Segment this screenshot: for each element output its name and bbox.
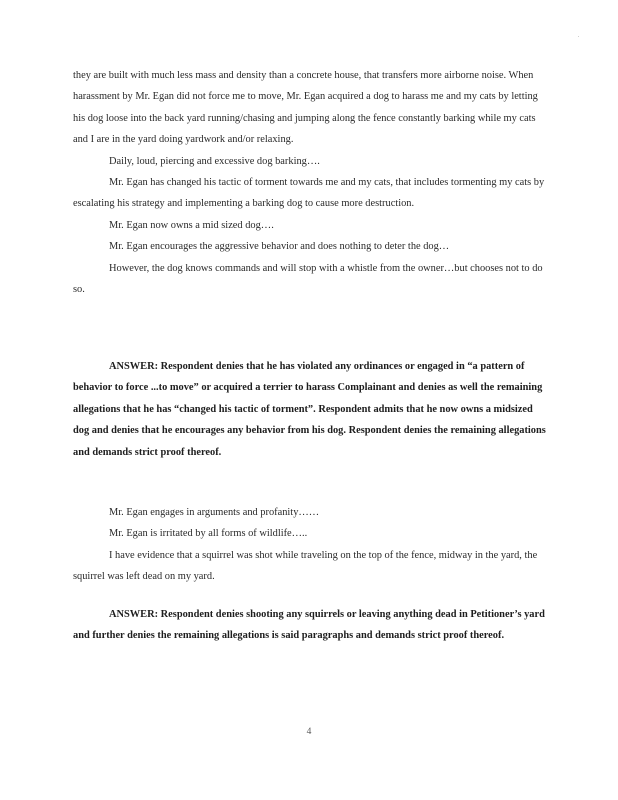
answer-paragraph-2: ANSWER: Respondent denies shooting any squirrels or leaving anything dead in Petitioner’s yard and further denies the remaining allegations is said paragraphs and demands strict proof thereof. [73,609,545,642]
answer-section-1 [73,356,551,463]
scan-mark [578,36,579,37]
paragraph-continuation: they are built with much less mass and density than a concrete house, that transfers more airborne noise. When harassment by Mr. Egan did not force me to move, Mr. Egan acquired a dog to harass me and my cats by letting his dog loose into the back yard running/chasing and jumping along the fence constantly barking while my cats and I are in the yard doing yardwork and/or relaxing. [73,70,538,146]
paragraph-commands: However, the dog knows commands and will stop with a whistle from the owner…but chooses not to do so. [73,262,543,296]
page-number: 4 [306,727,312,737]
answer-paragraph-1: ANSWER: Respondent denies that he has violated any ordinances or engaged in “a pattern of behavior to force ...to move” or acquired a terrier to harass Complainant and denies as well the remaining allegations that he has “changed his tactic of torment”. Respondent admits that he now owns a midsized dog and denies that he encourages any behavior from his dog. Respondent denies the remaining allegations and demands strict proof thereof. [73,361,546,458]
paragraph-arguments: Mr. Egan engages in arguments and profanity…… [109,507,320,518]
paragraph-squirrel: I have evidence that a squirrel was shot while traveling on the top of the fence, midway in the yard, the squirrel was left dead on my yard. [73,549,538,583]
allegations-section-1 [73,65,551,300]
allegations-section-2 [73,502,551,588]
paragraph-tactic: Mr. Egan has changed his tactic of torment towards me and my cats, that includes tormenting my cats by escalating his strategy and implementing a barking dog to cause more destruction. [73,177,545,210]
paragraph-wildlife: Mr. Egan is irritated by all forms of wildlife….. [109,528,308,540]
paragraph-barking: Daily, loud, piercing and excessive dog barking…. [109,155,320,167]
paragraph-dog-size: Mr. Egan now owns a mid sized dog…. [109,219,274,231]
answer-section-2 [73,604,551,647]
paragraph-encourages: Mr. Egan encourages the aggressive behavior and does nothing to deter the dog… [109,241,450,253]
